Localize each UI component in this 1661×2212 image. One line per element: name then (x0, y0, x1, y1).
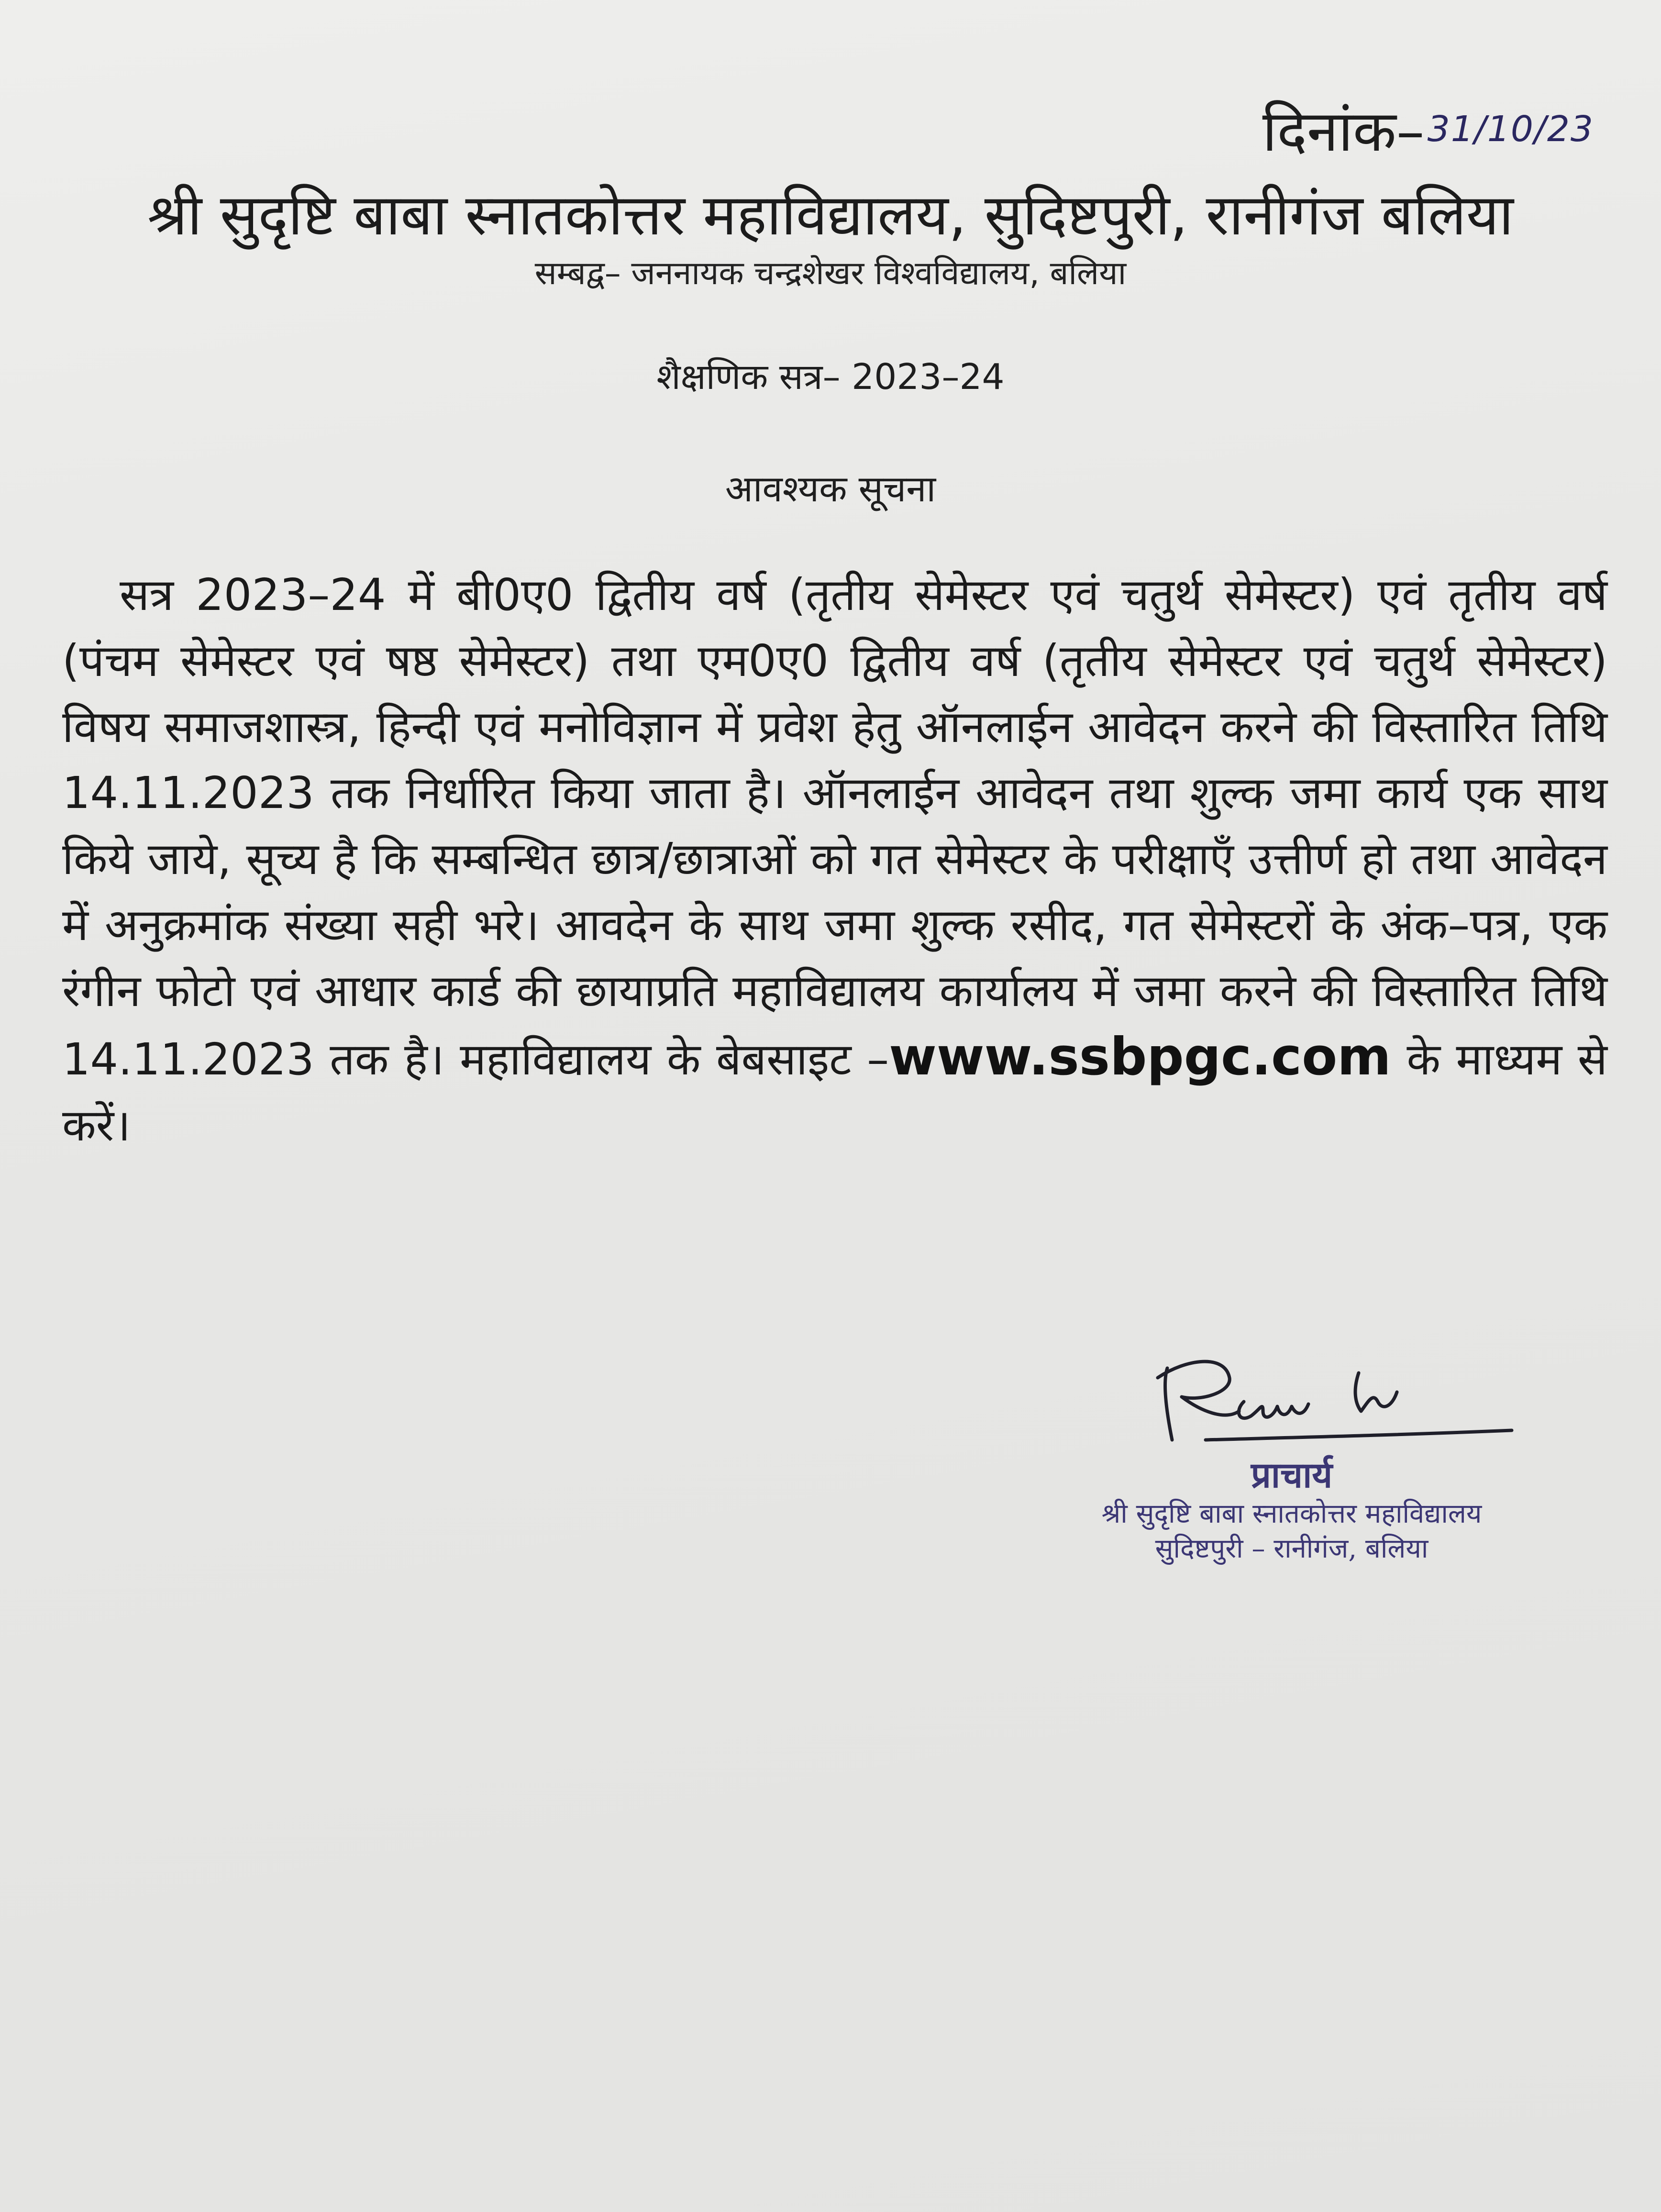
notice-paragraph: सत्र 2023–24 में बी0ए0 द्वितीय वर्ष (तृतीय सेमेस्टर एवं चतुर्थ सेमेस्टर) एवं तृतीय वर्ष (पंचम सेमेस्टर एवं षष्ठ सेमेस्टर) तथा एम0ए0 द्वितीय वर्ष (तृतीय सेमेस्टर एवं चतुर्थ सेमेस्टर) विषय समाजशास्त्र, हिन्दी एवं मनोविज्ञान में प्रवेश हेतु ऑनलाईन आवेदन करने की विस्तारित तिथि 14.11.2023 तक निर्धारित किया जाता है। ऑनलाईन आवेदन तथा शुल्क जमा कार्य एक साथ किये जाये, सूच्य है कि सम्बन्धित छात्र/छात्राओं को गत सेमेस्टर के परीक्षाएँ उत्तीर्ण हो तथा आवेदन में अनुक्रमांक संख्या सही भरे। आवदेन के साथ जमा शुल्क रसीद, गत सेमेस्टरों के अंक–पत्र, एक रंगीन फोटो एवं आधार कार्ड की छायाप्रति महाविद्यालय कार्यालय में जमा करने की विस्तारित तिथि 14.11.2023 तक है। महाविद्यालय के बेबसाइट – (62, 569, 1607, 1085)
college-name: श्री सुदृष्टि बाबा स्नातकोत्तर महाविद्यालय, सुदिष्टपुरी, रानीगंज बलिया (147, 182, 1514, 248)
affiliation: सम्बद्व– जननायक चन्द्रशेखर विश्वविद्यालय, बलिया (534, 254, 1127, 292)
notice-title: आवश्यक सूचना (725, 467, 936, 510)
website-link[interactable]: www.ssbpgc.com (889, 1027, 1391, 1087)
date-label: दिनांक– (1262, 98, 1425, 164)
notice-body (62, 562, 1607, 1159)
stamp-title: प्राचार्य (1251, 1455, 1333, 1496)
stamp-address-line: सुदिष्टपुरी – रानीगंज, बलिया (1155, 1533, 1428, 1564)
notice-closing: के माध्यम से करें। (62, 1034, 1607, 1151)
date-line (1262, 98, 1594, 164)
principal-stamp (1029, 1454, 1555, 1566)
academic-session: शैक्षणिक सत्र– 2023–24 (656, 356, 1005, 398)
stamp-college-line: श्री सुदृष्टि बाबा स्नातकोत्तर महाविद्यालय (1101, 1498, 1482, 1529)
handwritten-date: 31/10/23 (1427, 109, 1594, 150)
principal-signature (1148, 1339, 1531, 1464)
